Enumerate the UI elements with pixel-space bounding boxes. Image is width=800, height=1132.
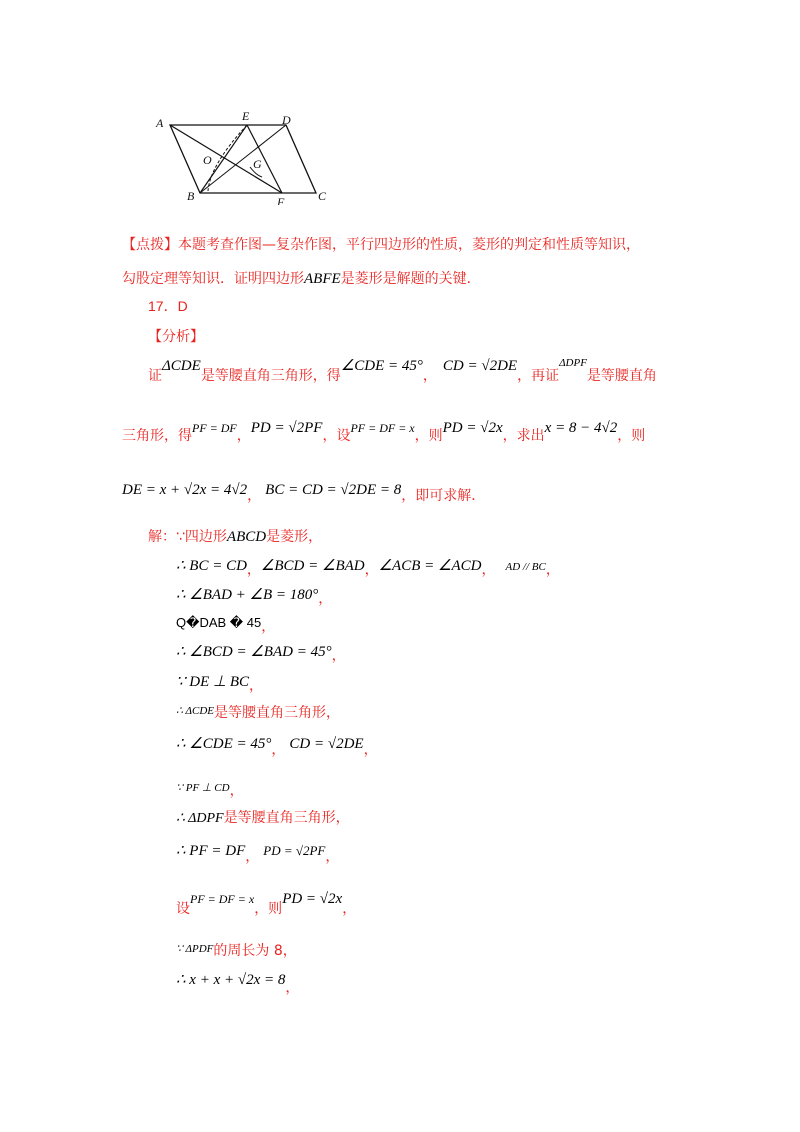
solution-line-14 — [176, 969, 300, 996]
question-number: 17．D — [148, 298, 188, 314]
text: 是等腰直角三角形， — [223, 810, 350, 826]
math: ∴ ∠BAD + ∠B = 180° — [176, 587, 319, 603]
math: AD // BC — [505, 561, 546, 573]
math: ∠BCD = ∠BAD — [260, 558, 365, 574]
text: ， — [318, 591, 333, 607]
math: ΔCDE — [162, 358, 201, 374]
solution-line-10 — [176, 807, 350, 827]
label-A: A — [156, 116, 164, 130]
analysis-line-1 — [148, 356, 657, 384]
solution-line-6 — [176, 671, 264, 694]
label-O: O — [203, 153, 212, 167]
math: ABCD — [226, 529, 267, 545]
math: ∵ DE ⊥ BC — [176, 674, 250, 690]
text: ， — [481, 562, 496, 578]
text: 是菱形， — [266, 529, 323, 545]
note-line-1: 【点拨】本题考查作图—复杂作图，平行四边形的性质，菱形的判定和性质等知识， — [122, 237, 640, 253]
note-line-2 — [122, 268, 481, 288]
math: ΔDPF — [559, 357, 587, 369]
solution-line-13 — [176, 940, 297, 960]
text: ，即可求解． — [401, 488, 486, 504]
math: ∠CDE = 45° — [340, 358, 423, 374]
text: ， — [261, 619, 276, 635]
solution-line-4 — [176, 612, 276, 635]
analysis-line-2 — [122, 418, 645, 442]
text: ， — [545, 562, 560, 578]
solution-line-8 — [176, 733, 378, 758]
text: 设 — [176, 901, 190, 917]
segment-BG — [200, 125, 286, 193]
label-C: C — [318, 189, 327, 203]
math: x = 8 − 4√2 — [544, 420, 618, 436]
text: ， — [422, 368, 437, 384]
math: ∴ x + x + √2x = 8 — [176, 972, 286, 988]
math: PD = √2PF — [263, 843, 326, 858]
text: ， — [364, 562, 379, 578]
analysis-heading: 【分析】 — [148, 329, 204, 345]
solution-line-3 — [176, 584, 333, 607]
text: ， — [363, 742, 378, 758]
text: ，则 — [617, 428, 646, 444]
text: ， — [245, 849, 260, 865]
math: ∵ ΔPDF — [176, 943, 214, 955]
math: ∴ ΔDPF — [176, 811, 224, 826]
math: CD = √2DE — [442, 358, 518, 374]
label-G: G — [253, 157, 262, 171]
solution-line-7 — [176, 702, 340, 722]
math: PD = √2x — [282, 891, 343, 907]
math: PF = DF = x — [350, 421, 415, 435]
text: ， — [331, 648, 346, 664]
text: 解：∵四边形 — [148, 529, 227, 545]
math: ∵ PF ⊥ CD — [176, 782, 230, 794]
solution-line-5 — [176, 641, 346, 664]
math: ∴ PF = DF — [176, 843, 246, 859]
math: BC = CD = √2DE = 8 — [265, 482, 402, 498]
note-text: 勾股定理等知识．证明四边形 — [122, 271, 304, 287]
math: CD = √2DE — [289, 736, 364, 752]
math: PD = √2PF — [250, 420, 323, 436]
segment-AF — [170, 125, 282, 193]
text: ， — [246, 562, 261, 578]
math: PD = √2x — [442, 420, 503, 436]
text: 三角形，得 — [122, 428, 192, 444]
solution-line-11 — [176, 840, 340, 865]
text: ， — [271, 742, 286, 758]
text: ， — [236, 428, 251, 444]
text: ， — [247, 488, 262, 504]
solution-line-9 — [176, 776, 244, 799]
text: 是等腰直角三角形， — [214, 705, 341, 721]
label-F: F — [277, 195, 285, 205]
arc-dashed — [208, 125, 247, 191]
math: Q�DAB � 45 — [176, 615, 262, 630]
text: ， — [342, 901, 357, 917]
text: ，求出 — [502, 428, 545, 444]
solution-line-2 — [176, 555, 560, 578]
text: 的周长为 8， — [213, 943, 297, 959]
text: ， — [249, 678, 264, 694]
text: 是等腰直角三角形，得 — [200, 368, 341, 384]
label-B: B — [187, 189, 195, 203]
math: PF = DF — [192, 421, 237, 435]
text: ， — [325, 849, 340, 865]
text: ，则 — [414, 428, 443, 444]
text: ， — [285, 980, 300, 996]
math: ∴ ∠CDE = 45° — [176, 736, 272, 752]
note-text: 是菱形是解题的关键． — [340, 271, 481, 287]
solution-line-1 — [148, 526, 322, 546]
math-abfe: ABFE — [304, 271, 341, 287]
math: PF = DF = x — [190, 892, 255, 906]
solution-line-12 — [176, 888, 357, 917]
math: ∴ ΔCDE — [176, 705, 215, 717]
math: DE = x + √2x = 4√2 — [122, 482, 248, 498]
text: 是等腰直角 — [586, 368, 657, 384]
math: ∴ BC = CD — [176, 558, 247, 574]
text: ，设 — [322, 428, 351, 444]
label-E: E — [242, 109, 250, 123]
parallelogram-figure — [150, 105, 340, 205]
math: ∴ ∠BCD = ∠BAD = 45° — [176, 644, 332, 660]
math: ∠ACB = ∠ACD — [378, 558, 482, 574]
text: ， — [229, 783, 244, 799]
text: ，则 — [254, 901, 283, 917]
text: ，再证 — [517, 368, 560, 384]
text: 证 — [148, 368, 162, 384]
analysis-line-3 — [122, 478, 485, 502]
label-D: D — [282, 113, 291, 127]
